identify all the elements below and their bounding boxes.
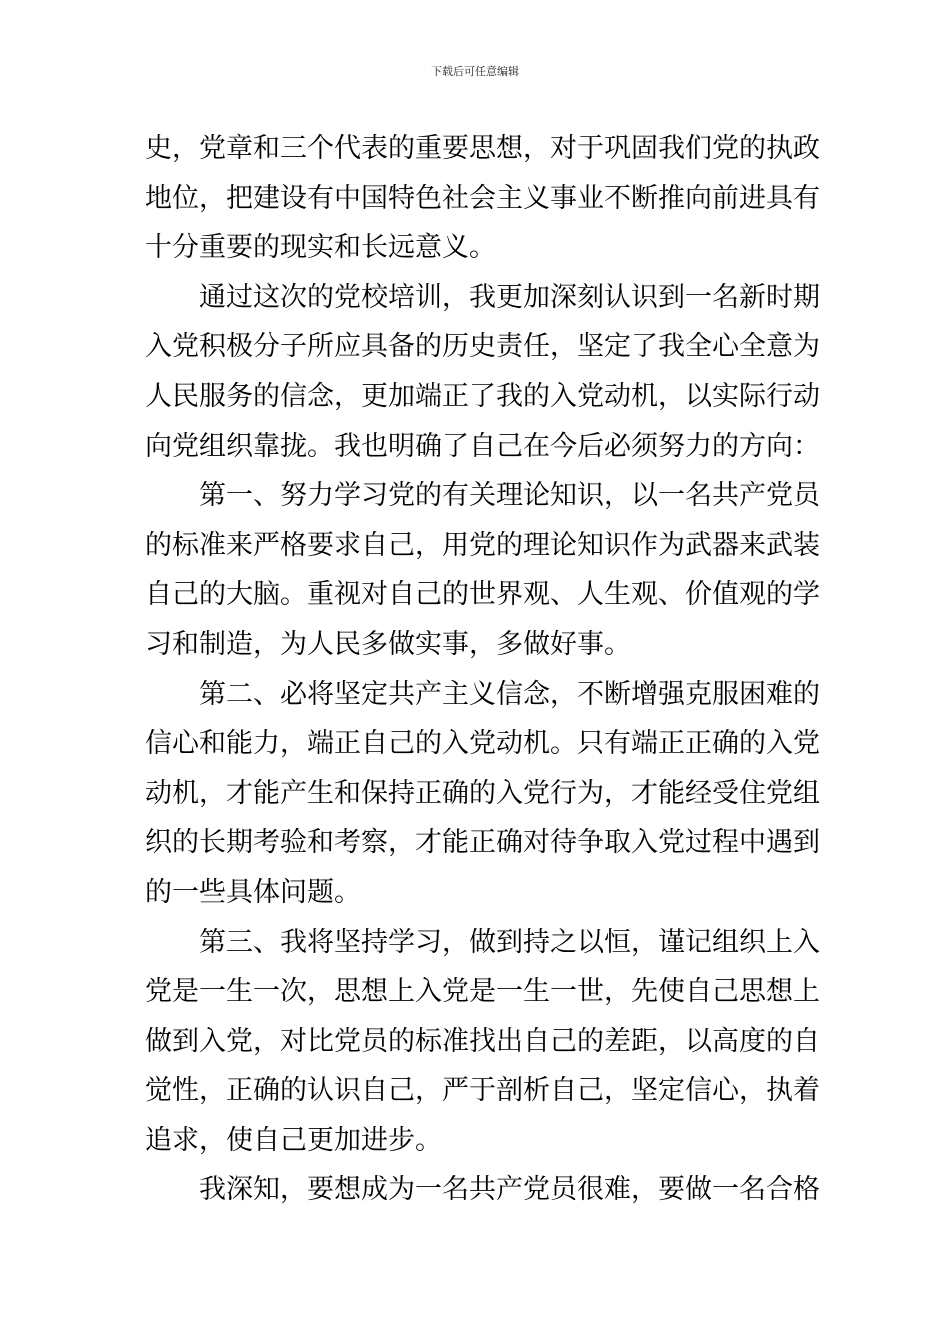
text-line: 十分重要的现实和长远意义。 (145, 232, 496, 264)
page-header-note: 下载后可任意编辑 (431, 65, 519, 78)
text-line: 党是一生一次，思想上入党是一生一世，先使自己思想上 (145, 976, 820, 1008)
paragraph-third-point (145, 918, 820, 1166)
text-line: 信心和能力，端正自己的入党动机。只有端正正确的入党 (145, 728, 820, 760)
text-line: 追求，使自己更加进步。 (145, 1124, 442, 1156)
text-line: 第二、必将坚定共产主义信念，不断增强克服困难的 (199, 678, 820, 710)
text-line: 习和制造，为人民多做实事，多做好事。 (145, 628, 631, 660)
text-line: 地位，把建设有中国特色社会主义事业不断推向前进具有 (145, 182, 820, 214)
paragraph-first-point (145, 471, 820, 669)
text-line: 觉性，正确的认识自己，严于剖析自己，坚定信心，执着 (145, 1075, 820, 1107)
text-line: 第一、努力学习党的有关理论知识，以一名共产党员 (199, 480, 820, 512)
paragraph-training (145, 273, 820, 471)
paragraph-second-point (145, 670, 820, 918)
text-line: 通过这次的党校培训，我更加深刻认识到一名新时期 (199, 281, 820, 313)
text-line: 自己的大脑。重视对自己的世界观、人生观、价值观的学 (145, 579, 820, 611)
text-line: 做到入党，对比党员的标准找出自己的差距，以高度的自 (145, 1025, 820, 1057)
text-line: 的标准来严格要求自己，用党的理论知识作为武器来武装 (145, 529, 820, 561)
text-line: 史，党章和三个代表的重要思想，对于巩固我们党的执政 (145, 133, 820, 164)
text-line: 向党组织靠拢。我也明确了自己在今后必须努力的方向： (145, 430, 820, 462)
text-line: 的一些具体问题。 (145, 876, 361, 908)
text-line: 入党积极分子所应具备的历史责任，坚定了我全心全意为 (145, 331, 820, 363)
text-line: 人民服务的信念，更加端正了我的入党动机，以实际行动 (145, 380, 820, 412)
text-line: 我深知，要想成为一名共产党员很难，要做一名合格 (199, 1174, 820, 1206)
paragraph-conclusion (145, 1165, 820, 1215)
document-body (145, 124, 820, 1215)
text-line: 动机，才能产生和保持正确的入党行为，才能经受住党组 (145, 777, 820, 809)
text-line: 织的长期考验和考察，才能正确对待争取入党过程中遇到 (145, 827, 820, 859)
paragraph-continuation (145, 124, 820, 273)
text-line: 第三、我将坚持学习，做到持之以恒，谨记组织上入 (199, 926, 820, 958)
